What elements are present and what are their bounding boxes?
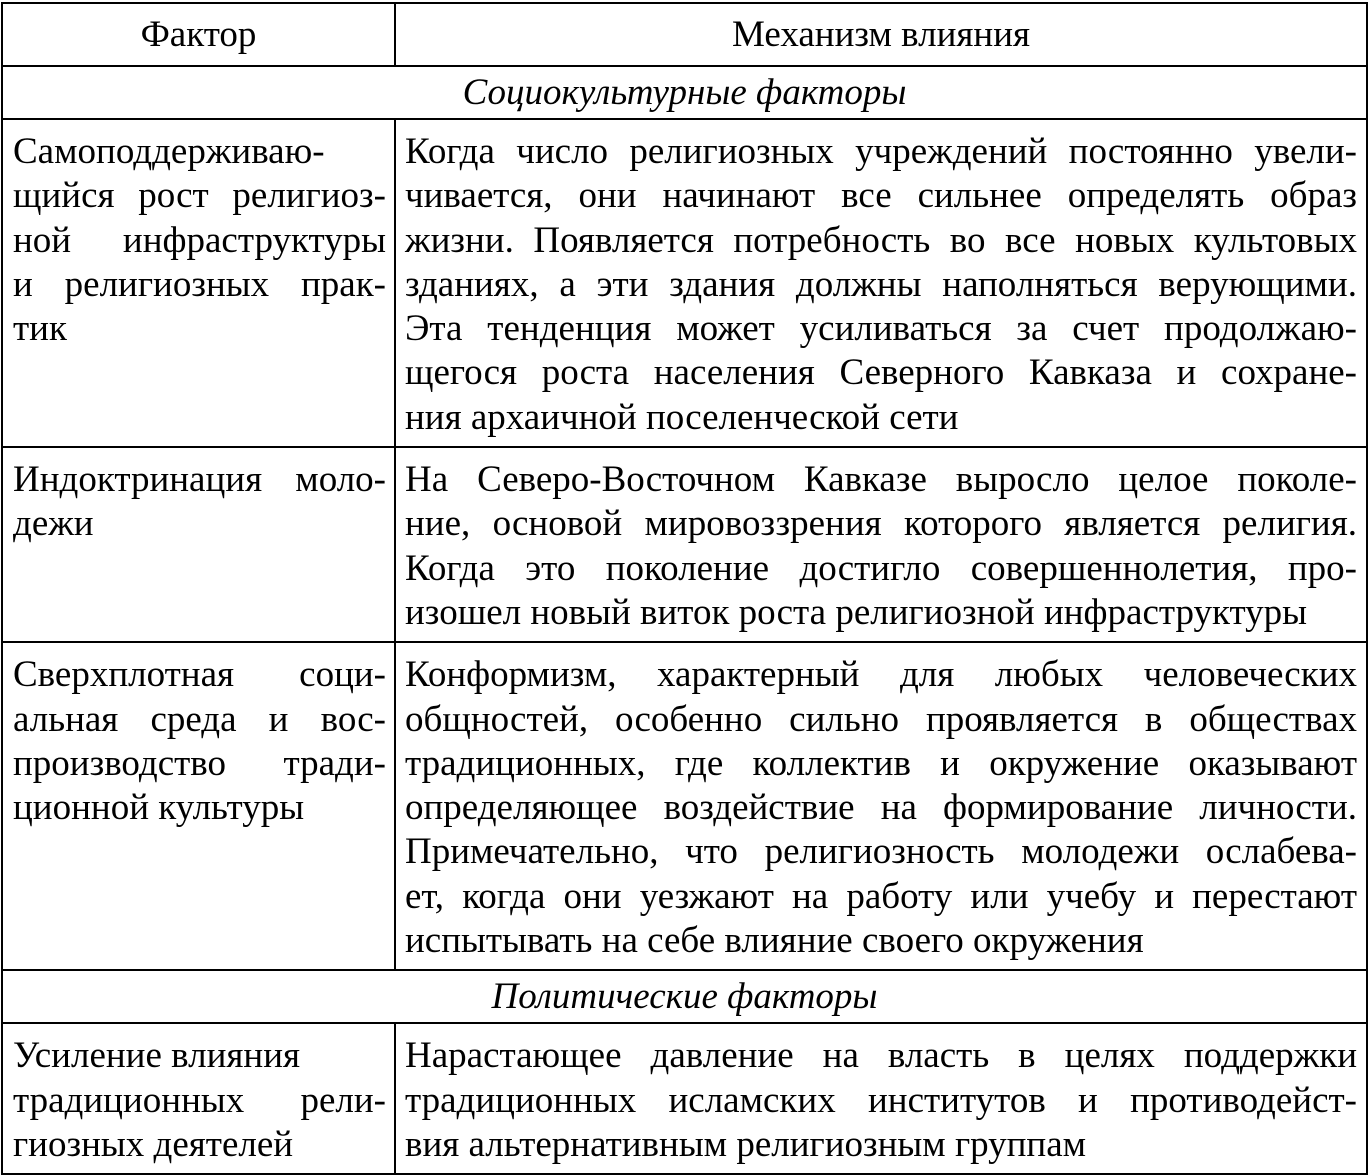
- table-row: [2, 1023, 1367, 1174]
- factor-line: ной инфраструктуры: [13, 219, 386, 261]
- mechanism-line: На Северо-Восточном Кавказе выросло целое поколе-: [405, 459, 1357, 501]
- mechanism-line: традиционных исламских институтов и противодейст-: [405, 1079, 1357, 1121]
- mechanism-line: зданиях, а эти здания должны наполняться верующими.: [405, 263, 1357, 305]
- section-title-political: Политические факторы: [2, 970, 1367, 1023]
- factor-line: Индоктринация моло-: [13, 459, 386, 501]
- factor-cell: [2, 642, 395, 970]
- factor-line: Сверхплотная соци-: [13, 654, 386, 696]
- factor-line: Самоподдерживаю-: [13, 131, 325, 172]
- mechanism-line: Нарастающее давление на власть в целях поддержки: [405, 1035, 1357, 1077]
- mechanism-cell: [395, 119, 1367, 447]
- factor-line: тик: [13, 308, 67, 350]
- mechanism-line: ет, когда они уезжают на работу или учебу и перестают: [405, 875, 1357, 917]
- mechanism-cell: [395, 642, 1367, 970]
- mechanism-line: определяющее воздействие на формирование личности.: [405, 787, 1357, 829]
- mechanism-line: традиционных, где коллектив и окружение оказывают: [405, 742, 1357, 784]
- mechanism-line: испытывать на себе влияние своего окружения: [405, 920, 1144, 962]
- factor-line: ционной культуры: [13, 787, 305, 829]
- factor-line: производство тради-: [13, 742, 386, 784]
- mechanism-cell: [395, 447, 1367, 642]
- mechanism-line: Когда это поколение достигло совершеннолетия, про-: [405, 547, 1357, 589]
- mechanism-line: Конформизм, характерный для любых человеческих: [405, 654, 1357, 696]
- mechanism-line: вия альтернативным религиозным группам: [405, 1123, 1087, 1165]
- mechanism-line: изошел новый виток роста религиозной инфраструктуры: [405, 591, 1308, 633]
- factor-cell: [2, 119, 395, 447]
- table-row: [2, 642, 1367, 970]
- column-header-factor: Фактор: [2, 3, 395, 66]
- factor-line: Усиление влияния: [13, 1035, 301, 1077]
- factor-line: альная среда и вос-: [13, 698, 386, 740]
- table-row: [2, 447, 1367, 642]
- section-row: [2, 970, 1367, 1023]
- factor-cell: [2, 447, 395, 642]
- factor-line: традиционных рели-: [13, 1079, 386, 1121]
- factors-table: [1, 2, 1368, 1175]
- mechanism-line: чивается, они начинают все сильнее определять образ: [405, 175, 1357, 217]
- factor-cell: [2, 1023, 395, 1174]
- mechanism-line: ние, основой мировоззрения которого является религия.: [405, 503, 1357, 545]
- column-header-mechanism: Механизм влияния: [395, 3, 1367, 66]
- section-row: [2, 66, 1367, 119]
- mechanism-cell: [395, 1023, 1367, 1174]
- factor-line: и религиозных прак-: [13, 263, 386, 305]
- mechanism-line: общностей, особенно сильно проявляется в обществах: [405, 698, 1357, 740]
- table-header-row: [2, 3, 1367, 66]
- factor-line: щийся рост религиоз-: [13, 175, 386, 217]
- mechanism-line: щегося роста населения Северного Кавказа и сохране-: [405, 352, 1357, 394]
- factor-line: гиозных деятелей: [13, 1123, 294, 1165]
- mechanism-line: Примечательно, что религиозность молодежи ослабева-: [405, 831, 1357, 873]
- factor-line: дежи: [13, 503, 94, 545]
- mechanism-line: Когда число религиозных учреждений постоянно увели-: [405, 131, 1357, 172]
- section-title-sociocultural: Социокультурные факторы: [2, 66, 1367, 119]
- mechanism-line: ния архаичной поселенческой сети: [405, 396, 959, 438]
- mechanism-line: Эта тенденция может усиливаться за счет продолжаю-: [405, 308, 1357, 350]
- mechanism-line: жизни. Появляется потребность во все новых культовых: [405, 219, 1357, 261]
- table-row: [2, 119, 1367, 447]
